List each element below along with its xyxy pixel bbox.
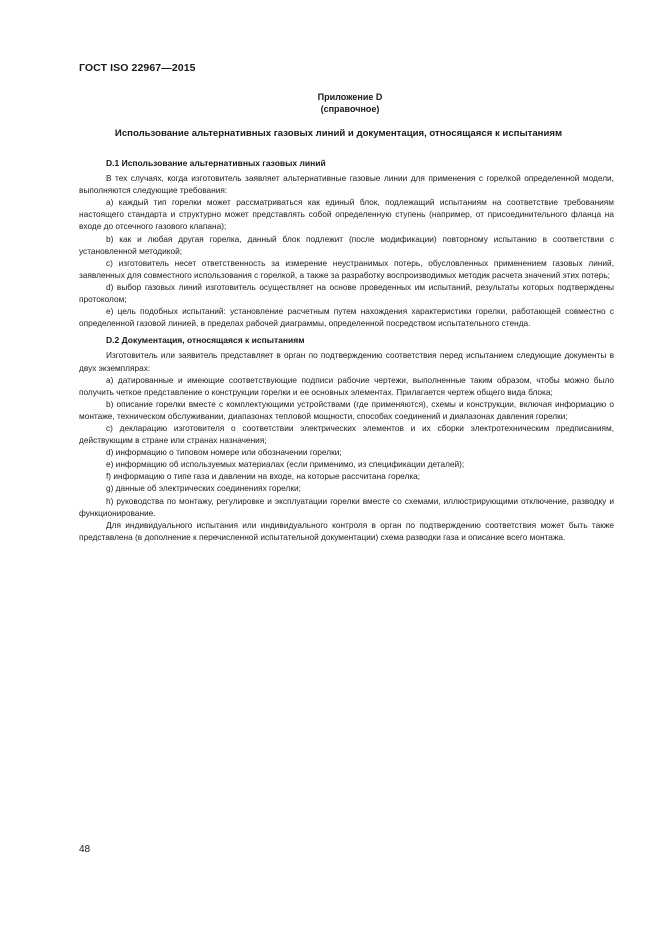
page-number: 48 — [79, 844, 91, 855]
annex-subtitle: (справочное) — [320, 104, 380, 114]
list-item: c) изготовитель несет ответственность за измерение неустранимых потерь, обусловленных применением газовых линий, заявленных для совместного использования с горелкой, а также за разработку воспроизводимых методик расчета значений этих потерь; — [79, 257, 614, 280]
paragraph: Для индивидуального испытания или индивидуального контроля в орган по подтверждению соответствия может быть также представлена (в дополнение к перечисленной испытательной документации) схема разводки газа и описание всего монтажа. — [79, 519, 614, 542]
list-item: e) информацию об используемых материалах (если применимо, из спецификации деталей); — [106, 459, 465, 470]
page-title: Использование альтернативных газовых линий и документация, относящаяся к испытаниям — [114, 128, 563, 139]
list-item: b) описание горелки вместе с комплектующими устройствами (где применяются), схемы и конструкции, включая информацию о монтаже, техническом обслуживании, диапазонах тепловой мощности, способах соединений и диапазонах давления горелки; — [79, 398, 614, 421]
section-heading-d2: D.2 Документация, относящаяся к испытаниям — [106, 335, 305, 346]
paragraph: В тех случаях, когда изготовитель заявляет альтернативные газовые линии для применения с горелкой определенной модели, выполняются следующие требования: — [79, 173, 614, 196]
section-heading-d1: D.1 Использование альтернативных газовых линий — [106, 158, 326, 168]
list-item: h) руководства по монтажу, регулировке и эксплуатации горелки вместе со схемами, иллюстрирующими отключение, разводку и функционирование. — [79, 495, 614, 518]
list-item: d) информацию о типовом номере или обозначении горелки; — [106, 447, 342, 458]
list-item: a) каждый тип горелки может рассматриваться как единый блок, подлежащий испытаниям на соответствие требованиям настоящего стандарта и структурно может представлять собой определенную ступень (например, от присоединительного фланца на входе до отсечного газового клапана); — [79, 197, 614, 232]
document-body — [79, 157, 614, 543]
list-item: e) цель подобных испытаний: установление расчетным путем нахождения характеристики горелки, работающей совместно с определенной газовой линией, в пределах рабочей диаграммы, определенной посредством испытательного стенда. — [79, 306, 614, 329]
list-item: a) датированные и имеющие соответствующие подписи рабочие чертежи, выполненные таким образом, чтобы можно было получить четкое представление о конструкции горелки и ее основных элементах. Прилагается чертеж общего вида блока; — [79, 374, 614, 397]
list-item: c) декларацию изготовителя о соответствии электрических элементов и их сборки электротехническим предписаниям, действующим в стране или странах назначения; — [79, 422, 614, 446]
paragraph: Изготовитель или заявитель представляет в орган по подтверждению соответствия перед испытанием следующие документы в двух экземплярах: — [79, 350, 614, 373]
list-item: b) как и любая другая горелка, данный блок подлежит (после модификации) повторному испытанию в соответствии с установленной методикой; — [79, 233, 614, 256]
document-header: ГОСТ ISO 22967—2015 — [79, 62, 196, 74]
annex-label — [270, 91, 430, 115]
list-item: f) информацию о типе газа и давлении на входе, на которые рассчитана горелка; — [106, 471, 421, 482]
list-item: d) выбор газовых линий изготовитель осуществляет на основе проведенных им испытаний, результаты которых подтверждены протоколом; — [79, 281, 614, 305]
list-item: g) данные об электрических соединениях горелки; — [106, 483, 301, 494]
annex-title: Приложение D — [317, 92, 383, 102]
